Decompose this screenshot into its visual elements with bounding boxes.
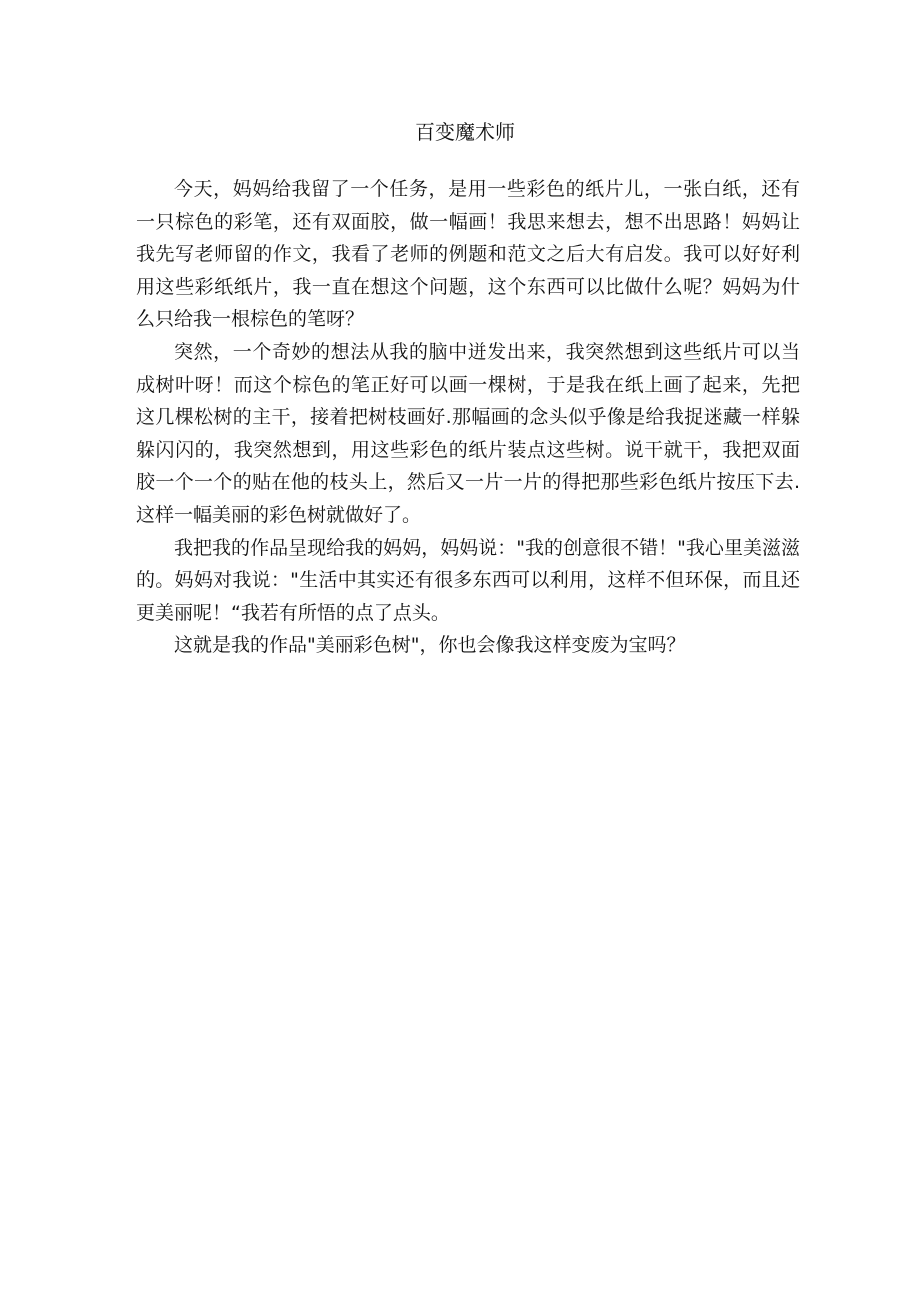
- paragraph-3: 我把我的作品呈现给我的妈妈，妈妈说："我的创意很不错！"我心里美滋滋的。妈妈对我说："生活中其实还有很多东西可以利用，这样不但环保，而且还更美丽呢！“我若有所悟的点了点头。: [136, 536, 800, 624]
- paragraph-1: 今天，妈妈给我留了一个任务，是用一些彩色的纸片儿，一张白纸，还有一只棕色的彩笔，还有双面胶，做一幅画！我思来想去，想不出思路！妈妈让我先写老师留的作文，我看了老师的例题和范文之后大有启发。我可以好好利用这些彩纸纸片，我一直在想这个问题，这个东西可以比做什么呢？妈妈为什么只给我一根棕色的笔呀？: [136, 178, 800, 331]
- document-body: [136, 173, 800, 662]
- paragraph-4: 这就是我的作品"美丽彩色树"，你也会像我这样变废为宝吗？: [174, 634, 686, 657]
- paragraph-2: 突然，一个奇妙的想法从我的脑中迸发出来，我突然想到这些纸片可以当成树叶呀！而这个棕色的笔正好可以画一棵树，于是我在纸上画了起来，先把这几棵松树的主干，接着把树枝画好.那幅画的念头似乎像是给我捉迷藏一样躲躲闪闪的，我突然想到，用这些彩色的纸片装点这些树。说干就干，我把双面胶一个一个的贴在他的枝头上，然后又一片一片的得把那些彩色纸片按压下去.这样一幅美丽的彩色树就做好了。: [136, 340, 800, 526]
- document-title: 百变魔术师: [415, 120, 515, 144]
